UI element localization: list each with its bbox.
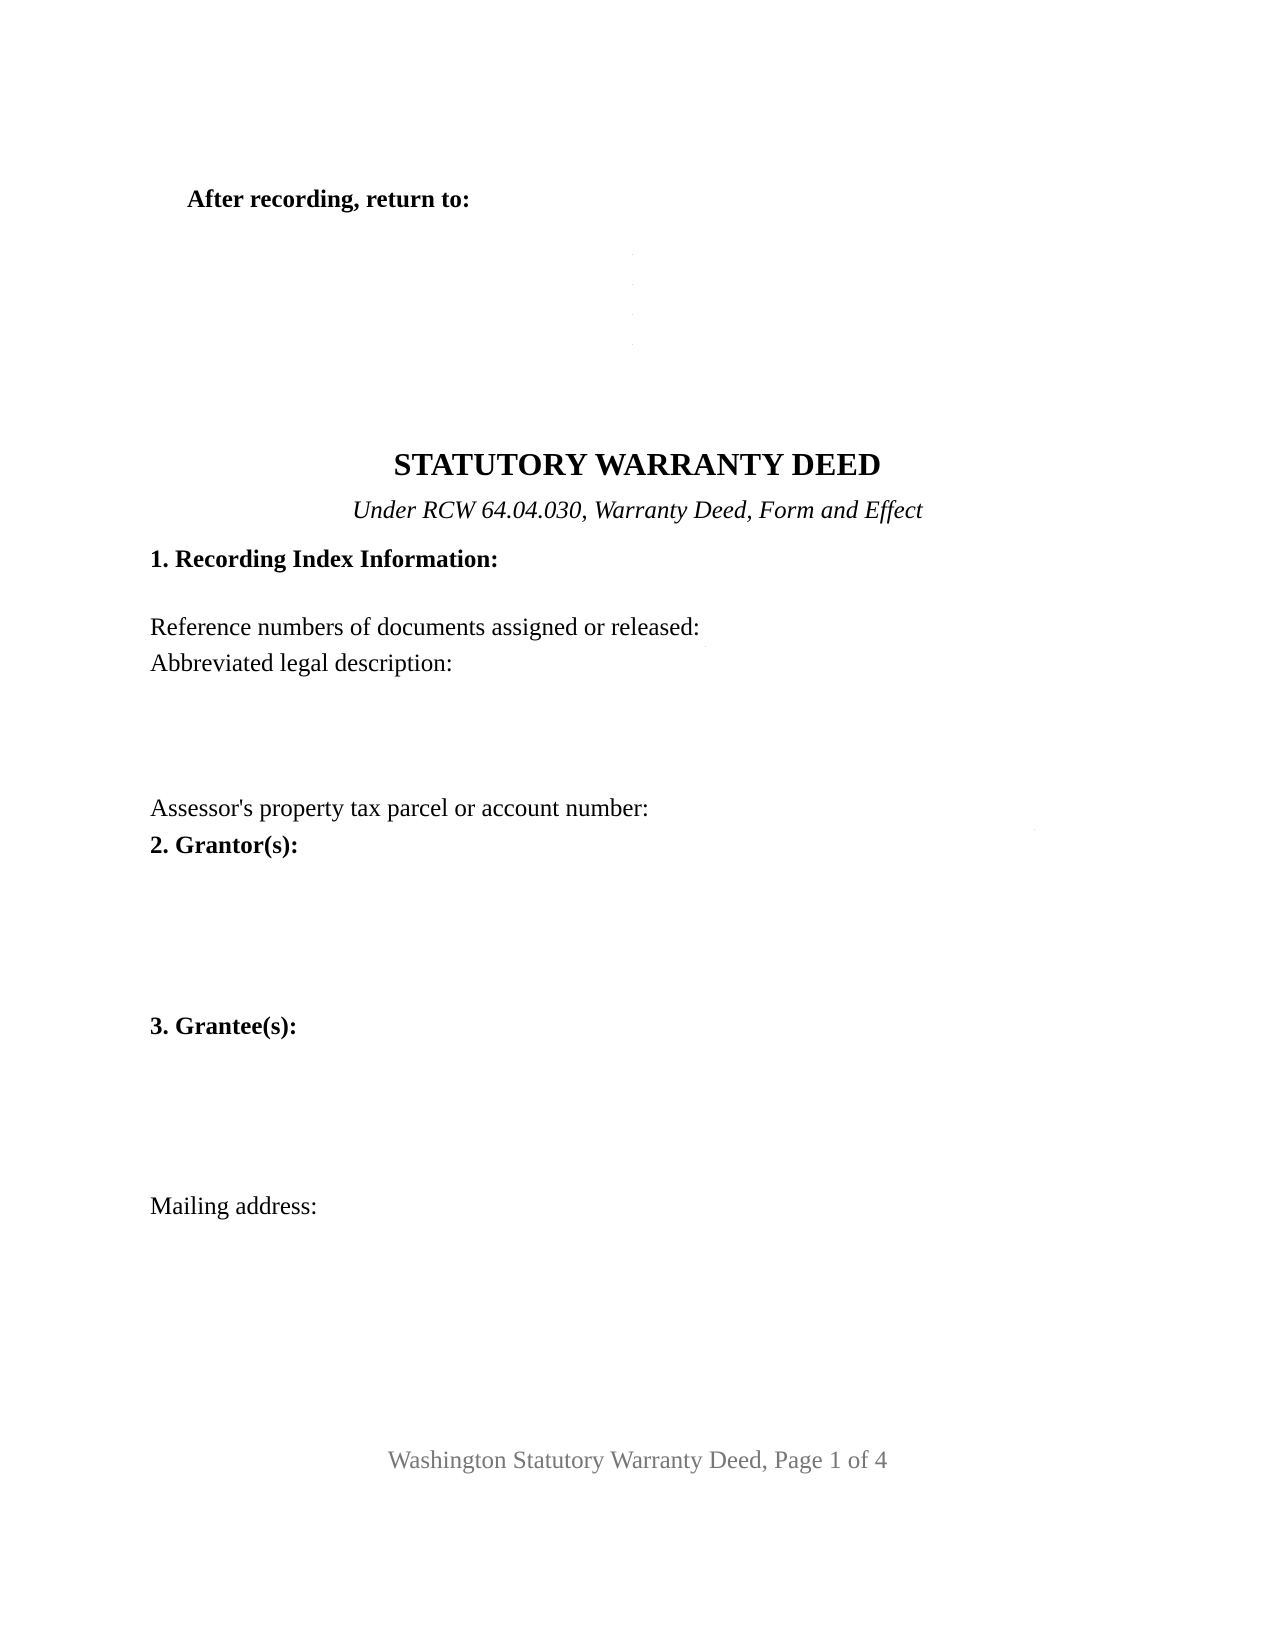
page-footer: Washington Statutory Warranty Deed, Page 1 of 4	[387, 1447, 888, 1474]
return-to-label: After recording, return to:	[187, 186, 471, 213]
grantee-heading: 3. Grantee(s):	[150, 1013, 298, 1040]
faint-mark	[1034, 829, 1035, 830]
reference-numbers-label: Reference numbers of documents assigned or released:	[150, 614, 700, 641]
document-subtitle: Under RCW 64.04.030, Warranty Deed, Form and Effect	[352, 497, 923, 524]
faint-mark	[632, 344, 633, 345]
parcel-number-label: Assessor's property tax parcel or account number:	[150, 795, 649, 822]
faint-mark	[632, 254, 633, 255]
document-title: STATUTORY WARRANTY DEED	[393, 446, 882, 482]
legal-description-label: Abbreviated legal description:	[150, 650, 453, 677]
faint-mark	[705, 646, 706, 647]
grantor-heading: 2. Grantor(s):	[150, 832, 299, 859]
recording-index-heading: 1. Recording Index Information:	[150, 546, 499, 573]
faint-mark	[632, 284, 633, 285]
faint-mark	[632, 314, 633, 315]
mailing-address-label: Mailing address:	[150, 1193, 318, 1220]
